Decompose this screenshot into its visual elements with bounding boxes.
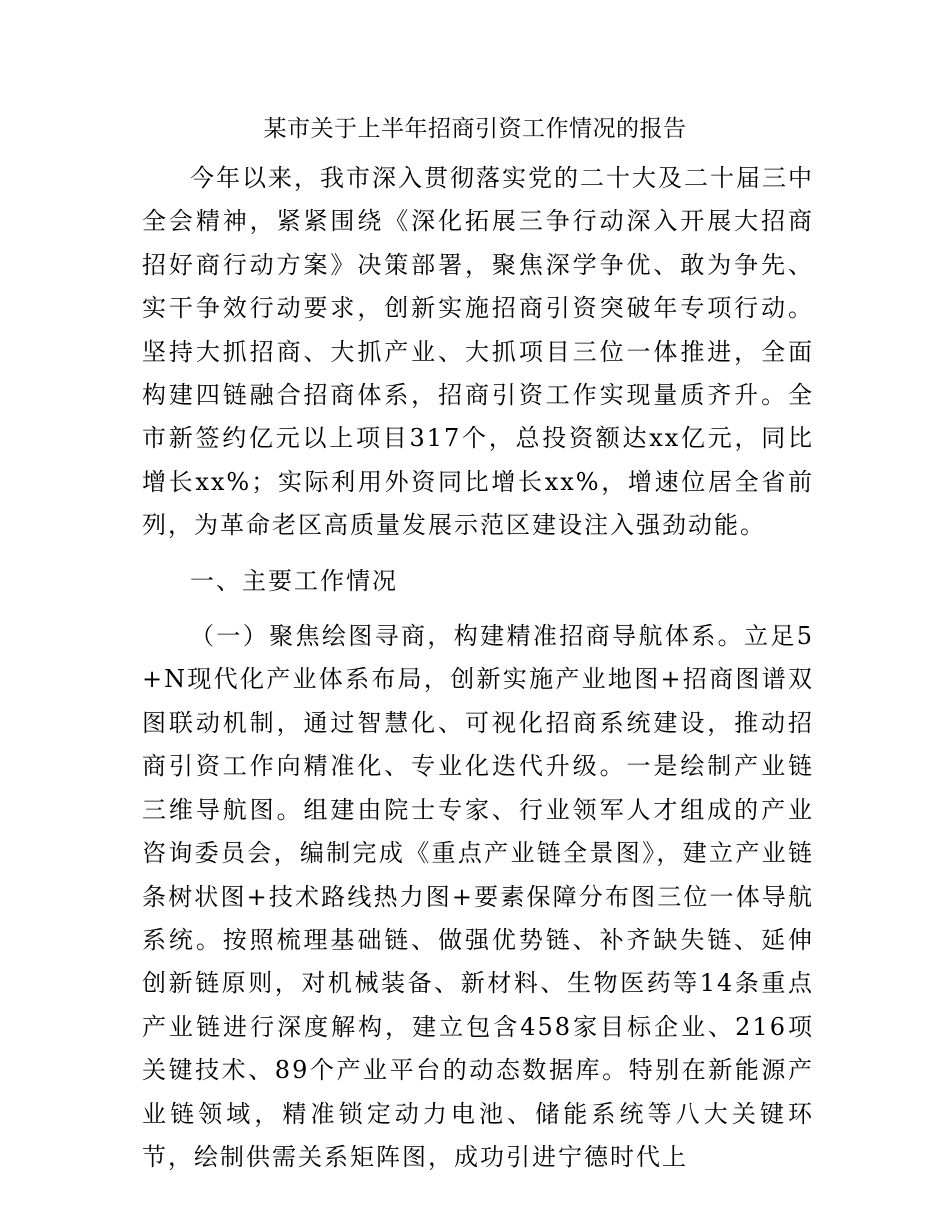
document-body [142, 157, 814, 1179]
document-title: 某市关于上半年招商引资工作情况的报告 [263, 116, 687, 142]
section-heading: 一、主要工作情况 [190, 566, 398, 595]
intro-paragraph: 今年以来，我市深入贯彻落实党的二十大及二十届三中全会精神，紧紧围绕《深化拓展三争行动深入开展大招商招好商行动方案》决策部署，聚焦深学争优、敢为争先、实干争效行动要求，创新实施招商引资突破年专项行动。坚持大抓招商、大抓产业、大抓项目三位一体推进，全面构建四链融合招商体系，招商引资工作实现量质齐升。全市新签约亿元以上项目317个，总投资额达xx亿元，同比增长xx%；实际利用外资同比增长xx%，增速位居全省前列，为革命老区高质量发展示范区建设注入强劲动能。 [142, 164, 814, 540]
section-paragraph: （一）聚焦绘图寻商，构建精准招商导航体系。立足5+N现代化产业体系布局，创新实施产业地图+招商图谱双图联动机制，通过智慧化、可视化招商系统建设，推动招商引资工作向精准化、专业化迭代升级。一是绘制产业链三维导航图。组建由院士专家、行业领军人才组成的产业咨询委员会，编制完成《重点产业链全景图》，建立产业链条树状图+技术路线热力图+要素保障分布图三位一体导航系统。按照梳理基础链、做强优势链、补齐缺失链、延伸创新链原则，对机械装备、新材料、生物医药等14条重点产业链进行深度解构，建立包含458家目标企业、216项关键技术、89个产业平台的动态数据库。特别在新能源产业链领域，精准锁定动力电池、储能系统等八大关键环节，绘制供需关系矩阵图，成功引进宁德时代上 [142, 622, 814, 1171]
